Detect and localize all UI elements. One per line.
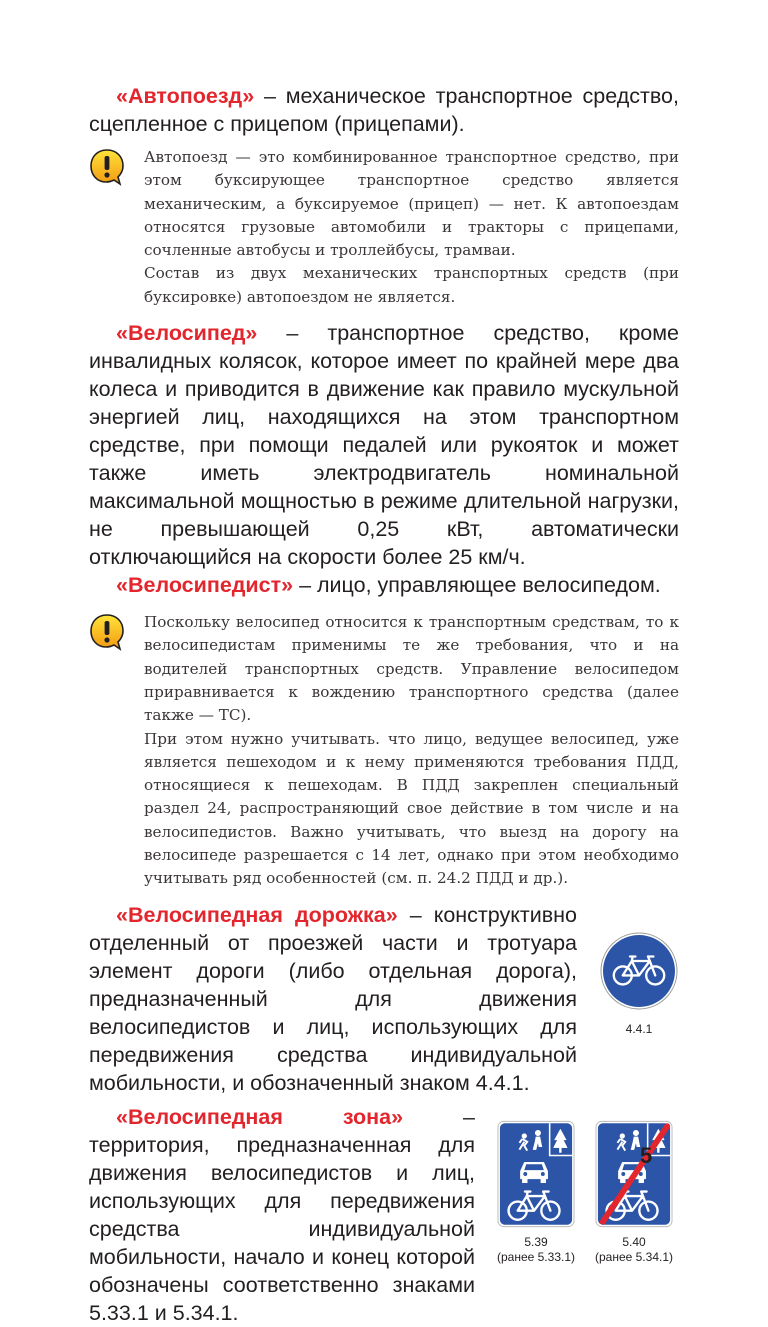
section-velodorozhka (89, 901, 679, 1097)
note-paragraph: Поскольку велосипед относится к транспортным средствам, то к велосипедистам применимы те же требования, что и на водителей транспортных средств. Управление велосипедом приравнивается к вождению транспортного средства (далее также — ТС). (144, 613, 679, 725)
sign-caption-former: (ранее 5.34.1) (594, 1249, 673, 1264)
term-velosipedist: «Велосипедист» (116, 573, 294, 598)
definition-text: – транспортное средство, кроме инвалидных колясок, которое имеет по крайней мере два колеса и приводится в движение как правило мускульной энергией лиц, находящихся на этом транспортном средстве, при помощи педалей или рукояток и может также иметь электродвигатель номинальной максимальной мощностью в режиме длительной нагрузки, не превышающей 0,25 кВт, автоматически отключающийся на скорости более 25 км/ч. (89, 321, 679, 570)
note-paragraph: Автопоезд — это комбинированное транспортное средство, при этом буксирующее транспортное средство является механическим, а буксируемое (прицеп) — нет. К автопоездам относятся грузовые автомобили и тракторы с прицепами, сочленные автобусы и троллейбусы, трамваи. (144, 148, 679, 260)
sign-caption-former: (ранее 5.33.1) (496, 1249, 575, 1264)
sign-5-40 (589, 1119, 679, 1265)
sign-caption-number: 5.40 (622, 1234, 646, 1249)
warning-exclamation-icon (89, 148, 125, 188)
section-velozona (89, 1103, 679, 1327)
definition-text: – лицо, управляющее велосипедом. (293, 573, 661, 598)
note-paragraph: При этом нужно учитывать. что лицо, ведущее велосипед, уже является пешеходом и к нему применяются требования ПДД, относящиеся к пешеходам. В ПДД закреплен специальный раздел 24, распространяющий свое действие в том числе и на велосипедистов. Важно учитывать, что выезд на дорогу на велосипеде разрешается с 14 лет, однако при этом необходимо учитывать ряд особенностей (см. п. 24.2 ПДД и др.). (144, 729, 679, 888)
definition-velodorozhka (89, 901, 577, 1097)
definition-text: – механическое транспортное средство, сцепленное с прицепом (прицепами). (89, 84, 679, 136)
sign-caption-number: 5.39 (524, 1234, 548, 1249)
bicycle-zone-end-sign-icon (595, 1119, 673, 1229)
sign-5-39 (491, 1119, 581, 1265)
definition-velosipedist (89, 571, 679, 599)
page-number: 5 (640, 1143, 653, 1168)
term-autopoezd: «Автопоезд» (116, 84, 255, 108)
definition-autopoezd (89, 82, 679, 138)
definition-text: – конструктивно отделенный от проезжей части и тротуара элемент дороги (либо отдельная дорога), предназначенный для движения велосипедистов и лиц, использующих для передвижения средства индивидуальной мобильности, и обозначенный знаком 4.4.1. (89, 902, 578, 1095)
term-velosiped: «Велосипед» (116, 321, 258, 346)
sign-4-4-1 (599, 931, 679, 1037)
note-autopoezd (89, 146, 679, 309)
bicycle-zone-start-sign-icon (497, 1119, 575, 1229)
note-paragraph: Состав из двух механических транспортных средств (при буксировке) автопоездом не является. (144, 264, 679, 306)
sign-caption: 4.4.1 (625, 1021, 653, 1036)
definition-velozona (89, 1103, 475, 1327)
warning-exclamation-icon (89, 613, 125, 653)
note-velosipedist (89, 611, 679, 891)
definition-text: – территория, предназначенная для движения велосипедистов и лиц, использующих для передвижения средства индивидуальной мобильности, начало и конец которой обозначены соответственно знаками 5.33.1 и 5.34.1. (89, 1104, 476, 1325)
definition-velosiped (89, 319, 679, 571)
page-content (89, 82, 679, 1327)
term-velodorozhka: «Велосипедная дорожка» (116, 902, 398, 927)
term-velozona: «Велосипедная зона» (116, 1104, 404, 1129)
bicycle-path-sign-icon (599, 931, 679, 1011)
